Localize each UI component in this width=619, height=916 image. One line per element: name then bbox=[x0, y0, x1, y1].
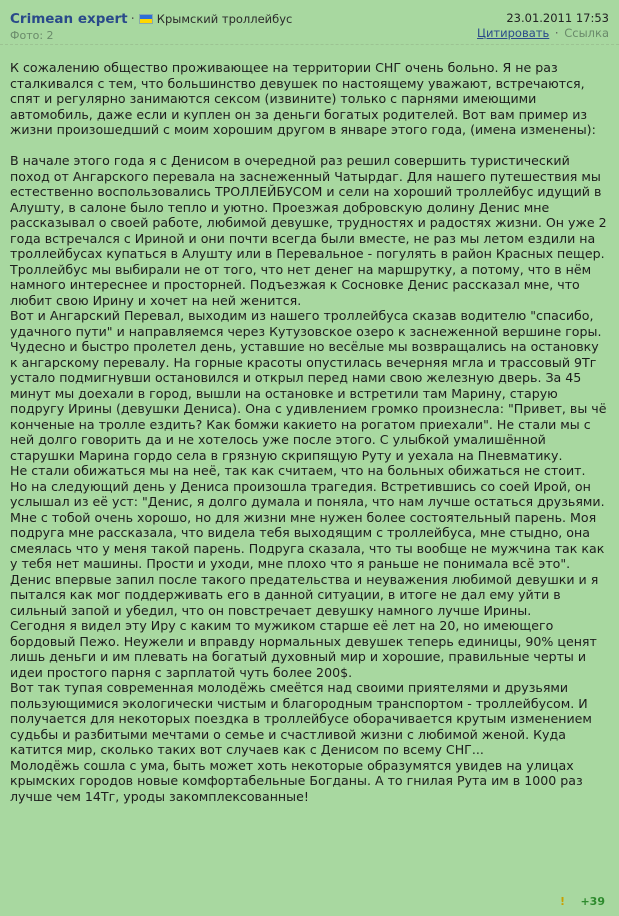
paragraph: Чудесно и быстро пролетел день, уставшие но весёлые мы возвращались на остановку к ангарскому перевалу. На горные красоты опустилась вечерняя мгла и трассовый 9Тг устало подмигнувши остановился и открыл перед нами свою железную дверь. За 45 минут мы доехали в город, вышли на остановке и встретили там Марину, старую подругу Ирины (девушки Дениса). Она с удивлением громко произнесла: "Привет, вы чё конченые на тролле ездить? Как бомжи какието на рогатом приехали". Не стали мы с ней долго говорить да и не хотелось уже после этого. С улыбкой умалишённой старушки Марина гордо села в грязную скрипящую Руту и уехала на Пневматику. bbox=[10, 339, 607, 463]
report-button[interactable]: ! bbox=[559, 895, 565, 908]
header-divider bbox=[0, 44, 619, 45]
paragraph: Сегодня я видел эту Иру с каким то мужиком старше её лет на 20, но имеющего бордовый Пежо. Неужели и вправду нормальных девушек теперь единицы, 90% ценят лишь деньги и им плевать на богатый духовный мир и хорошие, правильные черты и идеи простого парня с зарплатой чуть более 200$. bbox=[10, 618, 597, 680]
photo-count: Фото: 2 bbox=[10, 29, 54, 42]
paragraph: В начале этого года я с Денисом в очередной раз решил совершить туристический поход от Ангарского перевала на заснеженный Чатырдаг. Для нашего путешествия мы естественно воспользовались ТРОЛЛЕЙБУСОМ и сели на хороший троллейбус идущий в Алушту, в салоне было тепло и уютно. Проезжая добровскую долину Денис мне рассказывал о своей работе, любимой девушке, трудностях и радостях жизни. Он уже 2 года встречался с Ириной и они почти всегда были вместе, не раз мы летом ездили на троллейбусах купаться в Алушту или в Перевальное - погулять в район Красных пещер. Троллейбус мы выбирали не от того, что нет денег на маршрутку, а потому, что в нём намного интереснее и просторней. Подъезжая к Сосновке Денис рассказал мне, что любит свою Ирину и хочет на ней женится. bbox=[10, 153, 607, 308]
post-date: 23.01.2011 17:53 bbox=[506, 11, 609, 25]
paragraph: Вот и Ангарский Перевал, выходим из нашего троллейбуса сказав водителю "спасибо, удачного пути" и направляемся через Кутузовское озеро к заснеженной вершине горы. bbox=[10, 308, 602, 339]
paragraph: Не стали обижаться мы на неё, так как считаем, что на больных обижаться не стоит. bbox=[10, 463, 586, 478]
permalink-button[interactable]: Ссылка bbox=[564, 26, 609, 40]
rating-count[interactable]: +39 bbox=[580, 895, 605, 908]
paragraph: Вот так тупая современная молодёжь смеётся над своими приятелями и друзьями пользующимися экологически чистым и благородным транспортом - троллейбусом. И получается для некоторых поездка в троллейбусе оборачивается крутым изменением судьбы и разбитыми мечтами о семье и счастливой жизни с любимой женой. Куда катится мир, сколько таких вот случаев как с Денисом по всему СНГ... bbox=[10, 680, 592, 757]
author-link[interactable]: Crimean expert bbox=[10, 11, 128, 27]
post-footer bbox=[560, 895, 605, 908]
paragraph: Денис впервые запил после такого предательства и неуважения любимой девушки и я пытался как мог поддерживать его в данной ситуации, в итоге не дал ему уйти в сильный запой и убедил, что он повстречает девушку намного лучше Ирины. bbox=[10, 571, 599, 618]
ukraine-flag-icon bbox=[139, 14, 153, 24]
separator: · bbox=[130, 12, 135, 27]
author-line bbox=[10, 11, 292, 27]
post-body bbox=[10, 60, 608, 804]
paragraph: Молодёжь сошла с ума, быть может хоть некоторые образумятся увидев на улицах крымских городов новые комфортабельные Богданы. А то гнилая Рута им в 1000 раз лучше чем 14Тг, уроды закомплексованные! bbox=[10, 757, 583, 804]
actions-dot: · bbox=[554, 26, 559, 40]
paragraph: К сожалению общество проживающее на территории СНГ очень больно. Я не раз сталкивался с тем, что большинство девушек по настоящему уважают, встречаются, спят и регулярно занимаются сексом (извините) только с парнями имеющими автомобиль, даже если и куплен он за деньги богатых родителей. Вот вам пример из жизни произошедший с моим хорошим другом в январе этого года, (имена изменены): bbox=[10, 60, 596, 137]
topic-label: Крымский троллейбус bbox=[156, 12, 293, 26]
post-header bbox=[0, 0, 619, 44]
quote-button[interactable]: Цитировать bbox=[477, 26, 550, 40]
paragraph: Но на следующий день у Дениса произошла трагедия. Встретившись со соей Ирой, он услышал из её уст: "Денис, я долго думала и поняла, что нам лучше остаться друзьями. Мне с тобой очень хорошо, но для жизни мне нужен более состоятельный парень. Моя подруга мне рассказала, что видела тебя выходящим с троллейбуса, мне стыдно, она смеялась что у меня такой парень. Подруга сказала, что ты вообще не мужчина так как у тебя нет машины. Прости и уходи, мне плохо что я раньше не понимала всё это". bbox=[10, 478, 605, 571]
post-actions bbox=[477, 26, 609, 40]
